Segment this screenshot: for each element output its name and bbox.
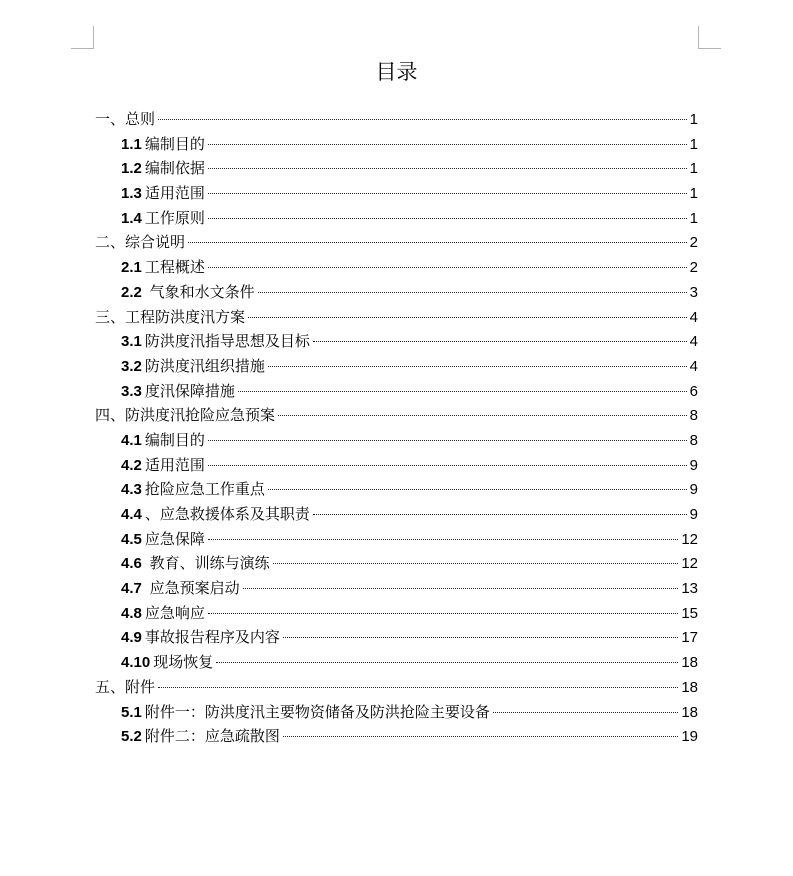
toc-page-number: 1 bbox=[689, 160, 698, 178]
toc-dot-leader bbox=[208, 266, 687, 268]
toc-dot-leader bbox=[313, 340, 687, 342]
toc-page-number: 4 bbox=[689, 333, 698, 351]
toc-entry[interactable] bbox=[95, 601, 698, 626]
toc-entry-label: 抢险应急工作重点 bbox=[144, 480, 265, 499]
toc-page-number: 2 bbox=[689, 259, 698, 277]
toc-entry[interactable] bbox=[95, 650, 698, 675]
toc-entry[interactable] bbox=[95, 280, 698, 305]
toc-entry-number: 5.1 bbox=[121, 703, 142, 721]
toc-entry[interactable] bbox=[95, 527, 698, 552]
toc-page-number: 1 bbox=[689, 185, 698, 203]
toc-entry-number: 1.4 bbox=[121, 209, 142, 227]
toc-dot-leader bbox=[493, 711, 678, 713]
toc-page-number: 8 bbox=[689, 407, 698, 425]
toc-entry[interactable] bbox=[95, 625, 698, 650]
toc-entry-number: 1.1 bbox=[121, 135, 142, 153]
toc-entry[interactable] bbox=[95, 354, 698, 379]
toc-entry[interactable] bbox=[95, 107, 698, 132]
toc-entry-label: 一、总则 bbox=[95, 110, 156, 128]
toc-entry-number: 2.1 bbox=[121, 259, 142, 277]
toc-page-number: 6 bbox=[689, 382, 698, 400]
toc-entry[interactable] bbox=[95, 453, 698, 478]
toc-dot-leader bbox=[313, 513, 687, 515]
toc-entry-label: 应急响应 bbox=[144, 603, 205, 622]
toc-entry[interactable] bbox=[95, 551, 698, 576]
toc-page-number: 17 bbox=[681, 629, 698, 647]
toc-dot-leader bbox=[238, 390, 687, 392]
toc-entry-number: 2.2 bbox=[121, 283, 142, 301]
toc-dot-leader bbox=[208, 538, 678, 540]
toc-entry[interactable] bbox=[95, 181, 698, 206]
toc-entry[interactable] bbox=[95, 477, 698, 502]
toc-entry[interactable] bbox=[95, 403, 698, 428]
toc-dot-leader bbox=[158, 118, 687, 120]
toc-page-number: 18 bbox=[681, 678, 698, 696]
toc-entry-label: 气象和水文条件 bbox=[144, 282, 255, 301]
toc-dot-leader bbox=[188, 241, 687, 243]
toc-entry-label: 编制目的 bbox=[144, 430, 205, 449]
toc-entry-number: 4.7 bbox=[121, 580, 142, 598]
toc-entry-number: 5.2 bbox=[121, 728, 142, 746]
toc-dot-leader bbox=[216, 661, 678, 663]
toc-entry-label: 二、综合说明 bbox=[95, 233, 186, 252]
toc-page-number: 9 bbox=[689, 506, 698, 523]
toc-entry-label: 四、防洪度汛抢险应急预案 bbox=[95, 406, 276, 425]
toc-entry-label: 三、工程防洪度汛方案 bbox=[95, 307, 246, 326]
toc-page-number: 18 bbox=[681, 703, 698, 721]
toc-dot-leader bbox=[283, 735, 678, 737]
toc-entry-label: 教育、训练与演练 bbox=[144, 554, 270, 573]
toc-entry-number: 1.2 bbox=[121, 160, 142, 178]
toc-entry-label: 附件二：应急疏散图 bbox=[144, 727, 280, 746]
toc-page-number: 13 bbox=[681, 580, 698, 598]
toc-entry-label: 防洪度汛组织措施 bbox=[144, 356, 265, 375]
toc-entry-label: 适用范围 bbox=[144, 184, 205, 203]
toc-entry-number: 4.9 bbox=[121, 629, 142, 647]
toc-page-number: 4 bbox=[689, 357, 698, 375]
toc-entry-number: 1.3 bbox=[121, 185, 142, 203]
toc-page-number: 19 bbox=[681, 728, 698, 746]
toc-entry-label: 五、附件 bbox=[95, 677, 156, 696]
toc-entry[interactable] bbox=[95, 700, 698, 725]
toc-page-number: 1 bbox=[689, 135, 698, 153]
toc-entry[interactable] bbox=[95, 576, 698, 601]
toc-dot-leader bbox=[278, 414, 687, 416]
toc-entry-label: 工作原则 bbox=[144, 208, 205, 227]
toc-entry[interactable] bbox=[95, 428, 698, 453]
toc-entry[interactable] bbox=[95, 675, 698, 700]
toc-dot-leader bbox=[208, 217, 687, 219]
toc-entry-number: 4.8 bbox=[121, 604, 142, 622]
toc-entry-number: 4.2 bbox=[121, 456, 142, 474]
toc-dot-leader bbox=[283, 636, 678, 638]
toc-page-number: 18 bbox=[681, 654, 698, 672]
toc-page-number: 1 bbox=[689, 111, 698, 128]
toc-page-number: 8 bbox=[689, 431, 698, 449]
toc-entry[interactable] bbox=[95, 329, 698, 354]
toc-entry-number: 4.6 bbox=[121, 555, 142, 573]
toc-entry-label: 附件一：防洪度汛主要物资储备及防洪抢险主要设备 bbox=[144, 702, 490, 721]
toc-entry-label: 应急保障 bbox=[144, 529, 205, 548]
toc-entry-label: 现场恢复 bbox=[153, 653, 214, 672]
toc-dot-leader bbox=[273, 562, 679, 564]
toc-dot-leader bbox=[158, 686, 678, 688]
toc-page-number: 15 bbox=[681, 604, 698, 622]
toc-entry-number: 4.3 bbox=[121, 481, 142, 499]
toc-entry-number: 3.1 bbox=[121, 333, 142, 351]
toc-entry-label: 编制依据 bbox=[144, 159, 205, 178]
toc-page-number: 12 bbox=[681, 530, 698, 548]
toc-entry-label: 编制目的 bbox=[144, 134, 205, 153]
toc-dot-leader bbox=[208, 612, 678, 614]
toc-entry-label: 适用范围 bbox=[144, 455, 205, 474]
toc-dot-leader bbox=[208, 143, 687, 145]
toc-entry[interactable] bbox=[95, 502, 698, 527]
toc-entry-number: 4.4 bbox=[121, 506, 142, 523]
toc-page-number: 4 bbox=[689, 308, 698, 326]
toc-page-number: 3 bbox=[689, 283, 698, 301]
toc-dot-leader bbox=[208, 192, 687, 194]
toc-entry[interactable] bbox=[95, 156, 698, 181]
toc-dot-leader bbox=[248, 316, 687, 318]
toc-entry-label: 防洪度汛指导思想及目标 bbox=[144, 332, 310, 351]
toc-dot-leader bbox=[258, 291, 687, 293]
crop-mark-top-left bbox=[71, 26, 94, 49]
toc-entry-label: 工程概述 bbox=[144, 258, 205, 277]
toc-entry-number: 3.3 bbox=[121, 382, 142, 400]
toc-page-number: 9 bbox=[689, 481, 698, 499]
toc-entry[interactable] bbox=[95, 305, 698, 330]
toc-dot-leader bbox=[243, 587, 679, 589]
toc-page-number: 12 bbox=[681, 555, 698, 573]
toc-entry[interactable] bbox=[95, 132, 698, 157]
toc-entry-number: 4.5 bbox=[121, 530, 142, 548]
toc-dot-leader bbox=[208, 439, 687, 441]
page-title: 目录 bbox=[375, 60, 418, 84]
crop-mark-top-right bbox=[698, 26, 721, 49]
toc-page-number: 9 bbox=[689, 456, 698, 474]
toc-entry-number: 3.2 bbox=[121, 357, 142, 375]
toc-entry-number: 4.1 bbox=[121, 431, 142, 449]
toc-entry[interactable] bbox=[95, 379, 698, 404]
toc-entry-number: 4.10 bbox=[121, 654, 151, 672]
toc-entry-label: 应急预案启动 bbox=[144, 579, 240, 598]
toc-entry[interactable] bbox=[95, 230, 698, 255]
toc-dot-leader bbox=[268, 488, 687, 490]
toc-dot-leader bbox=[208, 167, 687, 169]
toc-page-number: 2 bbox=[689, 234, 698, 252]
toc-page-number: 1 bbox=[689, 209, 698, 227]
toc-entry-label: 、应急救援体系及其职责 bbox=[144, 505, 310, 523]
table-of-contents bbox=[95, 107, 698, 749]
toc-entry[interactable] bbox=[95, 724, 698, 749]
toc-dot-leader bbox=[208, 464, 687, 466]
toc-dot-leader bbox=[268, 365, 687, 367]
toc-entry-label: 事故报告程序及内容 bbox=[144, 628, 280, 647]
toc-entry[interactable] bbox=[95, 255, 698, 280]
toc-entry[interactable] bbox=[95, 206, 698, 231]
toc-entry-label: 度汛保障措施 bbox=[144, 381, 235, 400]
